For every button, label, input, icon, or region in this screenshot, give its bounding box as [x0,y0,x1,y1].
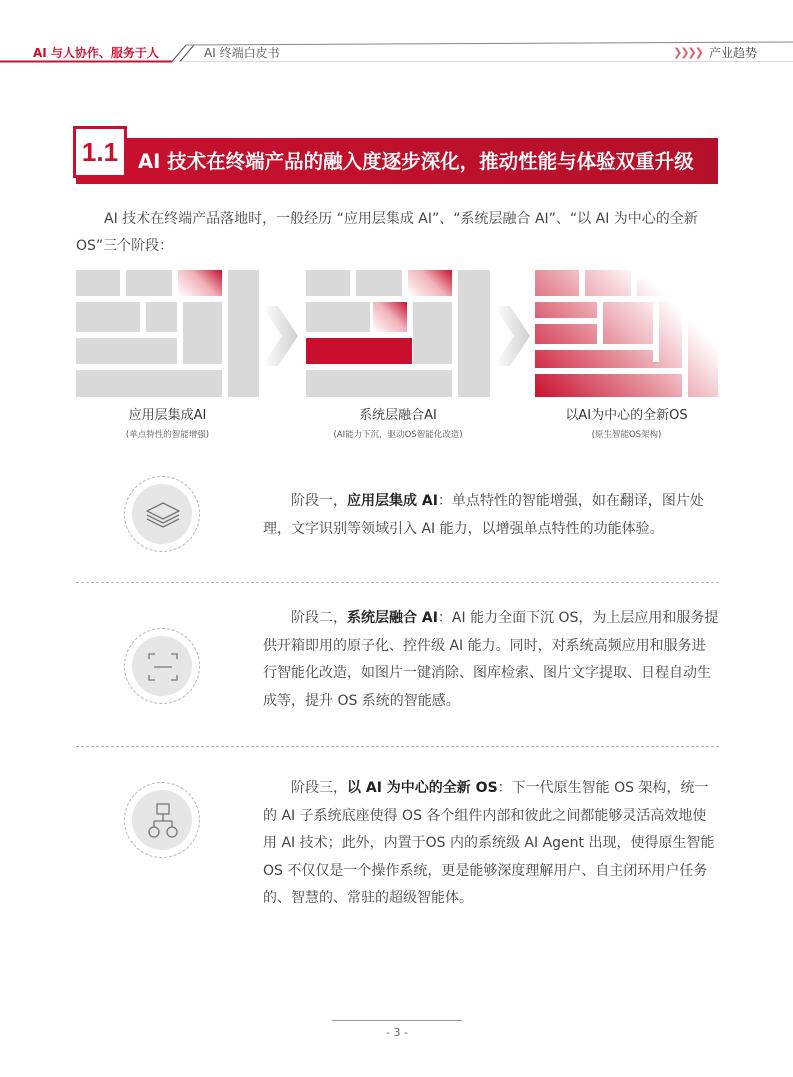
scan-frame-icon [124,628,200,704]
stage-one-body: ：单点特性的智能增强，如在翻译，图片处理，文字识别等领域引入 AI 能力，以增强单点特性的功能体验。 [263,493,704,537]
stage-two-body: ：AI 能力全面下沉 OS，为上层应用和服务提供开箱即用的原子化、控件级 AI 能力。同时，对系统高频应用和服务进行智能化改造，如图片一键消除、图库检索、图片文字提取、日程自动生成等，提升 OS 系统的智能感。 [263,610,719,709]
chevrons-icon: ❯❯❯❯ [673,46,702,59]
diagram-app-layer [76,270,259,397]
diagram-system-layer [306,270,490,397]
diagram-ai-native-os [535,270,718,397]
section-divider [76,582,719,583]
arrow-right-icon [494,306,534,366]
section-title: AI 技术在终端产品的融入度逐步深化，推动性能与体验双重升级 [138,150,694,173]
stage-one-text [263,488,719,543]
section-number: 1.1 [81,136,119,167]
header-series-title: AI 与人协作、服务于人 [33,46,159,60]
stage-two-text [263,605,719,715]
page-number: - 3 - [386,1026,408,1039]
stage-three-body: ：下一代原生智能 OS 架构，统一的 AI 子系统底座使得 OS 各个组件内部和彼此之间都能够灵活高效地使用 AI 技术；此外，内置于OS 内的系统级 AI Agent 出现，使得原生智能 OS 不仅仅是一个操作系统，更是能够深度理解用户、自主闭环用户任务的、智慧的、常驻的超级智能体。 [263,780,715,906]
footer-rule [332,1020,462,1021]
section-divider [76,746,719,747]
diagram-ai-native-os-subtitle: (原生智能OS架构) [591,430,662,440]
stage-two-lead: 阶段二， [291,610,347,626]
stage-three-lead: 阶段三， [291,780,347,796]
diagram-system-layer-caption [306,404,490,440]
diagram-app-layer-caption [76,404,259,440]
diagram-app-layer-subtitle: (单点特性的智能增强) [125,430,210,440]
header-chapter-label: 产业趋势 [708,46,757,60]
arrow-right-icon [262,306,302,366]
stage-one-name: 应用层集成 AI [347,493,438,509]
header-doc-title: AI 终端白皮书 [204,46,280,60]
stage-two-name: 系统层融合 AI [347,610,438,626]
hierarchy-icon [124,782,200,858]
stage-three-name: 以 AI 为中心的全新 OS [347,780,498,796]
diagram-ai-native-os-caption [535,404,718,440]
stage-one-lead: 阶段一， [291,493,347,509]
diagram-ai-native-os-title: 以AI为中心的全新OS [565,408,688,423]
intro-paragraph: AI 技术在终端产品落地时，一般经历 “应用层集成 AI”、“系统层融合 AI”、“以 AI 为中心的全新 OS”三个阶段： [76,211,698,254]
diagram-system-layer-title: 系统层融合AI [359,408,437,423]
header-chapter [673,44,757,61]
diagram-system-layer-subtitle: (AI能力下沉，驱动OS智能化改造) [333,430,463,440]
diagram-app-layer-title: 应用层集成AI [128,408,207,423]
layers-icon [124,476,200,552]
stage-three-text [263,775,719,913]
